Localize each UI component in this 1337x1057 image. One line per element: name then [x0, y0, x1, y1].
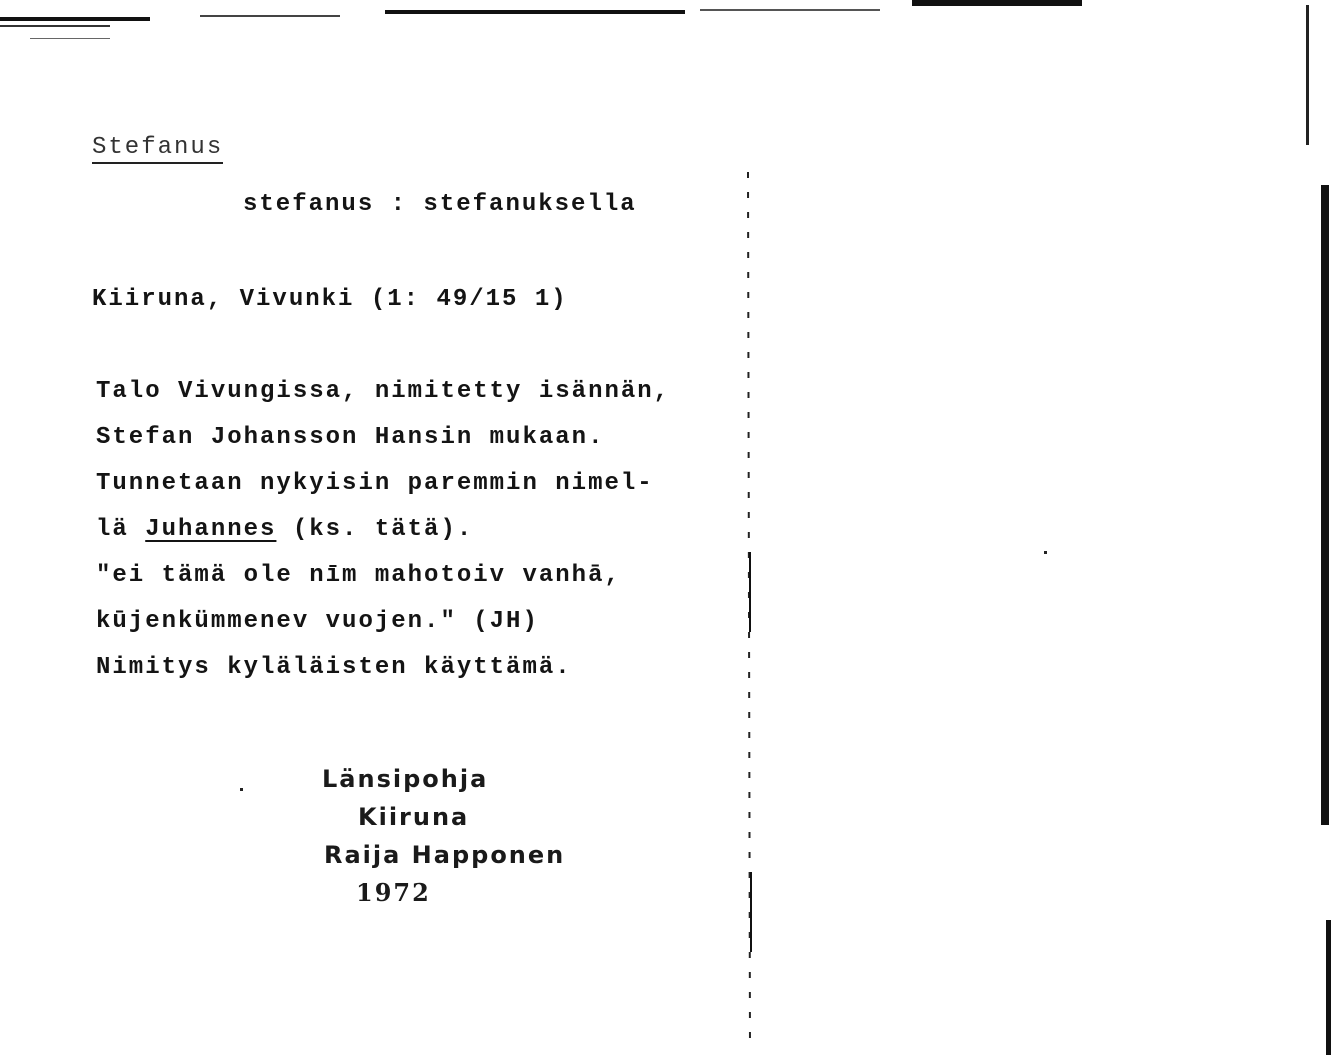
location-reference: Kiiruna, Vivunki (1: 49/15 1): [92, 286, 568, 313]
stamp-region: Länsipohja: [322, 765, 489, 793]
collector-stamp: [322, 764, 565, 916]
scan-speck: [240, 788, 243, 791]
scan-edge-top: [0, 0, 1337, 40]
inflected-forms: stefanus : stefanuksella: [243, 191, 637, 218]
cross-reference: Juhannes: [145, 516, 277, 543]
scan-speck: [1044, 551, 1047, 554]
stamp-parish: Kiiruna: [358, 803, 470, 831]
body-line: Tunnetaan nykyisin paremmin nimel-: [96, 470, 654, 497]
body-line: "ei tämä ole nīm mahotoiv vanhā,: [96, 562, 621, 589]
card-divider-line: [743, 172, 757, 1052]
body-line: Talo Vivungissa, nimitetty isännän,: [96, 378, 671, 405]
body-line: [96, 516, 670, 562]
body-line: Nimitys kyläläisten käyttämä.: [96, 654, 572, 681]
stamp-collector: Raija Happonen: [324, 841, 566, 869]
body-line-suffix: (ks. tätä).: [276, 516, 474, 543]
body-line: kūjenkümmenev vuojen." (JH): [96, 608, 539, 635]
stamp-year: 1972: [356, 878, 431, 907]
body-line: Stefan Johansson Hansin mukaan.: [96, 424, 605, 451]
card-body: [96, 378, 670, 700]
body-line-prefix: lä: [96, 516, 146, 543]
scan-edge-right: [1297, 0, 1337, 1057]
headword: Stefanus: [92, 136, 223, 164]
